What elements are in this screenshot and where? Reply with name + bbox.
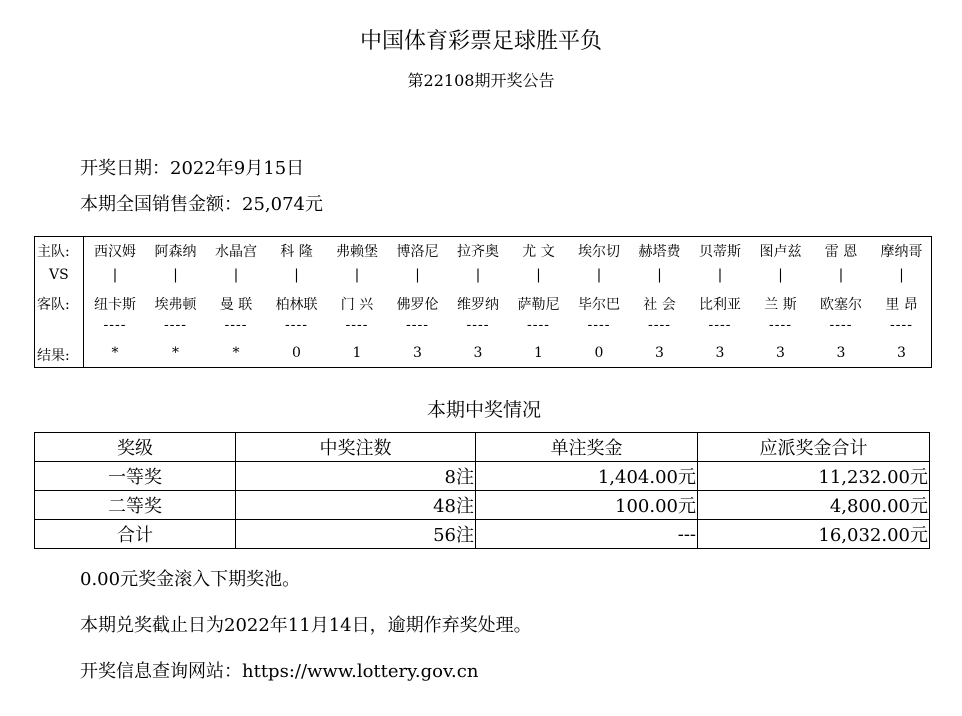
- prize-section-title: 本期中奖情况: [426, 399, 541, 421]
- match-result: 3: [836, 345, 846, 361]
- header-unit-prize: 单注奖金: [476, 433, 698, 462]
- away-team: 曼 联: [219, 297, 253, 313]
- vs-separator: |: [233, 267, 239, 283]
- away-team: 里 昂: [885, 297, 918, 313]
- away-team: 柏林联: [275, 297, 318, 313]
- match-result: *: [232, 345, 240, 361]
- match-column: [388, 237, 448, 367]
- vs-separator: |: [536, 267, 541, 283]
- match-result: 3: [473, 345, 483, 361]
- match-result: 3: [776, 345, 785, 361]
- dash-separator: ----: [829, 317, 853, 333]
- match-column: [872, 237, 932, 367]
- match-column: [630, 237, 690, 367]
- dash-separator: ----: [587, 317, 611, 333]
- prize-level: 一等奖: [35, 462, 236, 491]
- home-team: 摩纳哥: [880, 244, 923, 260]
- vs-separator: |: [778, 267, 783, 283]
- website-note: 开奖信息查询网站：https://www.lottery.gov.cn: [80, 661, 479, 682]
- match-result: 3: [413, 345, 422, 361]
- home-team: 埃尔切: [578, 244, 620, 260]
- match-column: [267, 237, 327, 367]
- dash-separator: ----: [708, 317, 732, 333]
- away-team: 纽卡斯: [94, 297, 136, 313]
- match-column: [327, 237, 387, 367]
- table-row: [35, 491, 930, 520]
- vs-separator: |: [657, 267, 662, 283]
- header-total-prize: 应派奖金合计: [698, 433, 930, 462]
- dash-separator: ----: [103, 317, 127, 333]
- issue-subtitle: 第22108期开奖公告: [407, 71, 555, 90]
- deadline-note: 本期兑奖截止日为2022年11月14日，逾期作弃奖处理。: [80, 615, 532, 636]
- away-team: 埃弗顿: [154, 297, 197, 313]
- prize-table: [34, 432, 930, 549]
- away-team: 比利亚: [699, 297, 741, 313]
- away-team: 毕尔巴: [578, 297, 620, 313]
- match-result: *: [111, 345, 119, 361]
- dash-separator: ----: [285, 317, 308, 333]
- home-team: 博洛尼: [396, 244, 439, 260]
- sales-amount: 本期全国销售金额：25,074元: [80, 194, 323, 215]
- vs-separator: |: [838, 267, 844, 283]
- match-column: [206, 237, 266, 367]
- result-label: 结果:: [37, 348, 70, 364]
- dash-separator: ----: [527, 317, 550, 333]
- home-team: 雷 恩: [824, 244, 858, 260]
- match-result: 1: [352, 345, 362, 361]
- vs-separator: |: [415, 267, 420, 283]
- dash-separator: ----: [466, 317, 490, 333]
- away-team: 佛罗伦: [396, 297, 439, 313]
- dash-separator: ----: [345, 317, 369, 333]
- vs-label: VS: [49, 267, 69, 283]
- total-prize: 16,032.00元: [698, 520, 930, 549]
- match-result: 3: [655, 345, 664, 361]
- away-team: 门 兴: [340, 297, 374, 313]
- unit-prize: 1,404.00元: [476, 462, 698, 491]
- winning-count: 56注: [236, 520, 476, 549]
- unit-prize: 100.00元: [476, 491, 698, 520]
- home-team: 弗赖堡: [336, 244, 378, 260]
- home-team: 阿森纳: [154, 244, 197, 260]
- away-team: 兰 斯: [764, 297, 797, 313]
- match-column: [751, 237, 811, 367]
- home-team: 尤 文: [522, 244, 555, 260]
- dash-separator: ----: [769, 317, 792, 333]
- vs-separator: |: [112, 267, 118, 283]
- dash-separator: ----: [406, 317, 429, 333]
- away-team: 维罗纳: [457, 297, 499, 313]
- match-column: [85, 237, 145, 367]
- page-title: 中国体育彩票足球胜平负: [359, 29, 602, 54]
- vs-separator: |: [596, 267, 602, 283]
- dash-separator: ----: [224, 317, 248, 333]
- table-row: [35, 462, 930, 491]
- vs-separator: |: [475, 267, 481, 283]
- table-row: [35, 520, 930, 549]
- draw-date: 开奖日期：2022年9月15日: [80, 158, 305, 179]
- winning-count: 48注: [236, 491, 476, 520]
- prize-level: 二等奖: [35, 491, 236, 520]
- dash-separator: ----: [890, 317, 913, 333]
- prize-table-header: [35, 433, 930, 462]
- home-team: 科 隆: [280, 244, 313, 260]
- match-column: [146, 237, 206, 367]
- header-count: 中奖注数: [236, 433, 476, 462]
- winning-count: 8注: [236, 462, 476, 491]
- away-team: 社 会: [643, 297, 676, 313]
- away-team: 欧塞尔: [820, 297, 862, 313]
- vs-separator: |: [717, 267, 723, 283]
- home-team: 水晶宫: [215, 244, 257, 260]
- match-row-labels: [35, 237, 84, 367]
- match-result: 3: [897, 345, 906, 361]
- match-column: [448, 237, 508, 367]
- home-team: 拉齐奥: [457, 244, 499, 260]
- match-result: *: [172, 345, 179, 361]
- match-column: [811, 237, 871, 367]
- unit-prize: ---: [476, 520, 698, 549]
- match-result: 0: [594, 345, 604, 361]
- dash-separator: ----: [164, 317, 187, 333]
- home-team: 西汉姆: [94, 244, 136, 260]
- match-result: 0: [292, 345, 301, 361]
- match-column: [569, 237, 629, 367]
- prize-level: 合计: [35, 520, 236, 549]
- header-level: 奖级: [35, 433, 236, 462]
- away-team-label: 客队:: [37, 297, 70, 313]
- vs-separator: |: [354, 267, 360, 283]
- total-prize: 4,800.00元: [698, 491, 930, 520]
- home-team: 贝蒂斯: [699, 244, 741, 260]
- total-prize: 11,232.00元: [698, 462, 930, 491]
- match-column: [690, 237, 750, 367]
- vs-separator: |: [173, 267, 178, 283]
- match-result: 1: [534, 345, 543, 361]
- vs-separator: |: [899, 267, 904, 283]
- home-team: 赫塔费: [638, 244, 681, 260]
- match-result: 3: [715, 345, 725, 361]
- match-column: [509, 237, 569, 367]
- match-table: [34, 236, 932, 368]
- home-team-label: 主队:: [37, 244, 70, 260]
- rollover-note: 0.00元奖金滚入下期奖池。: [80, 569, 301, 590]
- dash-separator: ----: [648, 317, 671, 333]
- home-team: 图卢兹: [759, 244, 802, 260]
- vs-separator: |: [294, 267, 299, 283]
- away-team: 萨勒尼: [517, 297, 560, 313]
